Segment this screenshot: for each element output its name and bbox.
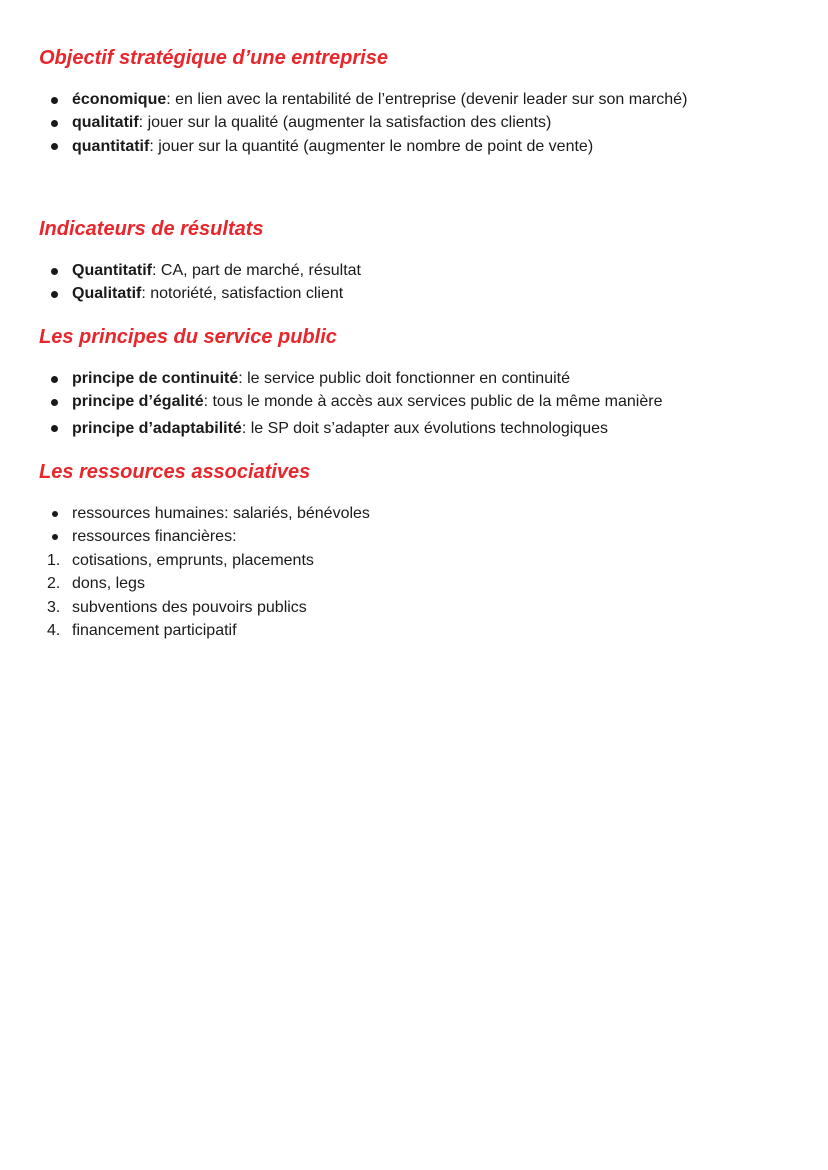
list-item-term: Qualitatif [72, 285, 142, 303]
list-item-text: dons, legs [72, 575, 145, 593]
bullet-icon [52, 511, 58, 517]
bullet-icon [51, 97, 58, 104]
list-item [0, 525, 370, 548]
bullet-icon [51, 120, 58, 127]
bullet-icon [51, 143, 58, 150]
item-number: 1. [47, 551, 61, 569]
list-item [0, 502, 370, 525]
list-item-text: ressources humaines: salariés, bénévoles [72, 505, 370, 522]
list-item-text: : le service public doit fonctionner en continuité [238, 370, 570, 387]
list-item-text: : tous le monde à accès aux services public de la même manière [203, 393, 663, 411]
bullet-icon [52, 534, 58, 540]
item-number: 3. [47, 598, 61, 616]
bullet-icon [51, 425, 58, 432]
list-item [0, 282, 361, 305]
numbered-item [0, 596, 370, 619]
item-number: 4. [47, 621, 61, 639]
list-item [0, 390, 662, 413]
numbered-item [0, 572, 370, 595]
list-item [0, 88, 687, 111]
list-item-term: principe d’égalité [72, 393, 204, 411]
numbered-item [0, 619, 370, 642]
list-item-term: qualitatif [72, 114, 139, 132]
list-item [0, 259, 361, 282]
list-item-term: quantitatif [72, 137, 150, 155]
ressources-list [0, 502, 370, 642]
list-item [0, 111, 687, 134]
bullet-icon [51, 268, 58, 275]
service-public-list [0, 367, 662, 440]
section-heading-ressources: Les ressources associatives [39, 461, 311, 483]
list-item-text: : notoriété, satisfaction client [141, 285, 344, 303]
bullet-icon [51, 291, 58, 298]
section-heading-indicateurs: Indicateurs de résultats [39, 218, 264, 240]
list-item-term: Quantitatif [72, 262, 152, 279]
list-item-text: ressources financières: [72, 528, 237, 546]
list-item-text: cotisations, emprunts, placements [72, 551, 314, 569]
list-item-term: économique [72, 91, 167, 108]
list-item-text: : le SP doit s’adapter aux évolutions technologiques [241, 419, 608, 437]
list-item-term: principe de continuité [72, 370, 239, 387]
bullet-icon [51, 376, 58, 383]
list-item [0, 417, 662, 440]
list-item-term: principe d’adaptabilité [72, 419, 242, 437]
list-item-text: : en lien avec la rentabilité de l’entreprise (devenir leader sur son marché) [166, 91, 688, 108]
indicateurs-list [0, 259, 361, 306]
list-item-text: subventions des pouvoirs publics [72, 598, 307, 616]
section-heading-objectif: Objectif stratégique d’une entreprise [39, 47, 388, 69]
list-item-text: financement participatif [72, 621, 237, 639]
numbered-item [0, 549, 370, 572]
item-number: 2. [47, 575, 61, 593]
bullet-icon [51, 399, 58, 406]
list-item [0, 135, 687, 158]
objectif-list [0, 88, 687, 158]
list-item [0, 367, 662, 390]
list-item-text: : jouer sur la quantité (augmenter le nombre de point de vente) [149, 137, 594, 155]
list-item-text: : jouer sur la qualité (augmenter la satisfaction des clients) [138, 114, 552, 132]
list-item-text: : CA, part de marché, résultat [152, 262, 361, 279]
section-heading-service-public: Les principes du service public [39, 326, 337, 348]
